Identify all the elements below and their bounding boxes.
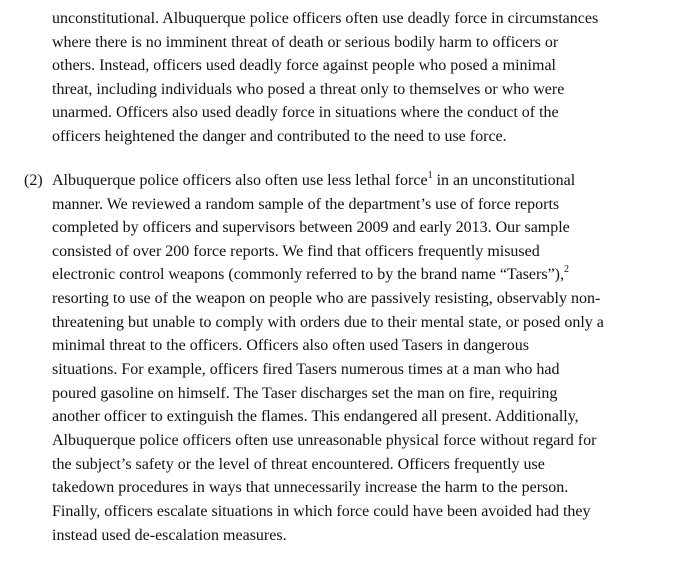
paragraph-2-line: completed by officers and supervisors between 2009 and early 2013. Our sample [52,219,570,236]
paragraph-2-line: takedown procedures in ways that unnecessarily increase the harm to the person. [52,479,569,496]
paragraph-2-line-text: in an unconstitutional [432,172,576,189]
paragraph-2-line: resorting to use of the weapon on people who are passively resisting, observably non- [52,290,601,307]
paragraph-2-line-text: electronic control weapons (commonly referred to by the brand name “Tasers”), [52,266,564,283]
paragraph-2-line: threatening but unable to comply with orders due to their mental state, or posed only a [52,314,604,331]
paragraph-1-line: officers heightened the danger and contributed to the need to use force. [52,128,507,145]
paragraph-2-line: Albuquerque police officers often use unreasonable physical force without regard for [52,432,597,449]
paragraph-1-line: where there is no imminent threat of death or serious bodily harm to officers or [52,34,559,51]
paragraph-1-line: unarmed. Officers also used deadly force in situations where the conduct of the [52,104,559,121]
list-marker: (2) [24,172,43,189]
paragraph-2-line: instead used de-escalation measures. [52,527,287,544]
paragraph-1-line: others. Instead, officers used deadly force against people who posed a minimal [52,57,556,74]
paragraph-1-line: unconstitutional. Albuquerque police officers often use deadly force in circumstances [52,10,599,27]
paragraph-2-line-text: Albuquerque police officers also often use less lethal force [52,172,428,189]
paragraph-2-line: situations. For example, officers fired Tasers numerous times at a man who had [52,361,560,378]
paragraph-2-line: consisted of over 200 force reports. We find that officers frequently misused [52,243,540,260]
paragraph-2-line: another officer to extinguish the flames. This endangered all present. Additionally, [52,408,579,425]
paragraph-2-line: the subject’s safety or the level of threat encountered. Officers frequently use [52,456,545,473]
paragraph-2-line: minimal threat to the officers. Officers also often used Tasers in dangerous [52,337,529,354]
paragraph-2-line: Finally, officers escalate situations in which force could have been avoided had they [52,503,591,520]
footnote-ref-2[interactable]: 2 [564,263,569,275]
paragraph-2-line: manner. We reviewed a random sample of the department’s use of force reports [52,196,560,213]
footnote-ref-1[interactable]: 1 [427,169,433,181]
paragraph-2-line: poured gasoline on himself. The Taser discharges set the man on fire, requiring [52,385,558,402]
paragraph-2-line [52,265,569,285]
paragraph-1-line: threat, including individuals who posed a threat only to themselves or who were [52,81,565,98]
paragraph-2-line [52,171,575,191]
